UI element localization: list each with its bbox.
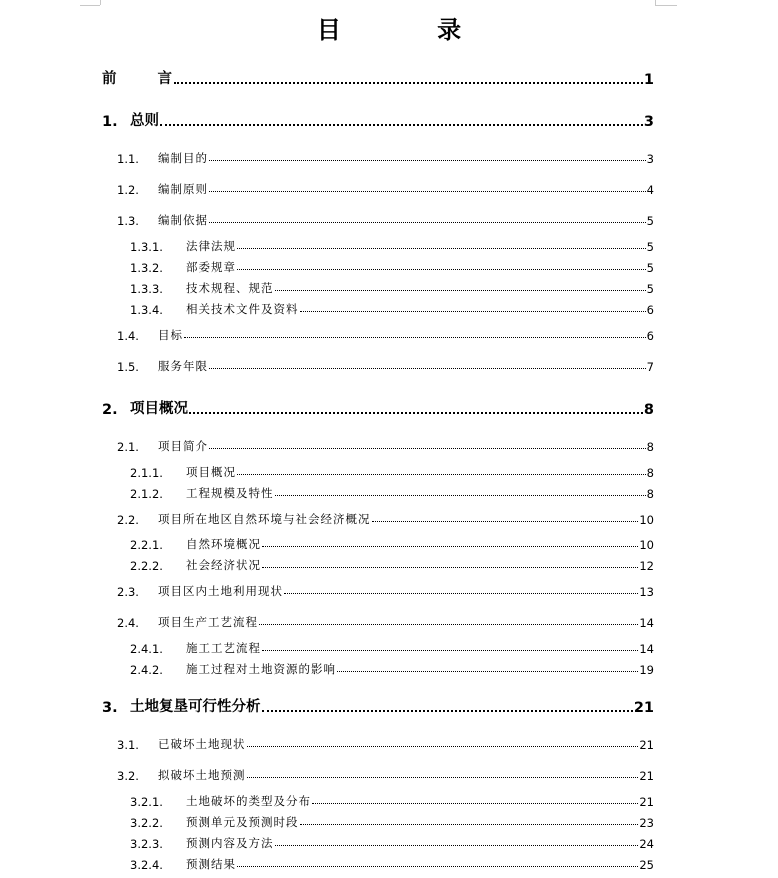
toc-entry-page: 10 <box>639 538 654 552</box>
toc-entry-number: 1.2. <box>117 183 139 197</box>
toc-entry[interactable] <box>102 398 654 418</box>
toc-entry-number: 2.4.2. <box>130 663 163 677</box>
toc-entry[interactable] <box>117 579 654 599</box>
toc-entry-number: 3.2. <box>117 769 139 783</box>
crop-mark <box>655 5 677 6</box>
toc-entry-page: 8 <box>646 440 654 454</box>
toc-entry-title: 相关技术文件及资料 <box>186 302 299 316</box>
dot-leader <box>312 803 638 804</box>
dot-leader <box>209 448 646 449</box>
dot-leader <box>262 650 638 651</box>
dot-leader <box>275 495 646 496</box>
toc-entry[interactable] <box>117 610 654 630</box>
toc-entry-title: 项目简介 <box>158 439 208 453</box>
toc-entry-title: 总则 <box>130 113 159 129</box>
toc-entry-page: 12 <box>639 559 654 573</box>
dot-leader <box>247 777 639 778</box>
toc-entry-page: 10 <box>639 513 654 527</box>
toc-entry-title: 拟破坏土地预测 <box>158 768 246 782</box>
toc-entry-number: 2. <box>102 402 118 418</box>
toc-entry-page: 21 <box>639 795 654 809</box>
toc-entry-page: 19 <box>639 663 654 677</box>
dot-leader <box>209 222 646 223</box>
toc-entry-number: 2.1.2. <box>130 487 163 501</box>
toc-entry-title: 预测结果 <box>186 857 236 871</box>
toc-entry-title: 编制目的 <box>158 151 208 165</box>
toc-entry-number: 2.4.1. <box>130 642 163 656</box>
toc-entry[interactable] <box>130 831 654 851</box>
toc-entry-page: 8 <box>643 402 654 418</box>
toc-entry[interactable] <box>130 255 654 275</box>
toc-entry-page: 21 <box>639 769 654 783</box>
toc-entry[interactable] <box>130 276 654 296</box>
toc-entry-title: 预测单元及预测时段 <box>186 815 299 829</box>
toc-entry[interactable] <box>102 110 654 130</box>
dot-leader <box>209 160 646 161</box>
toc-entry[interactable] <box>130 532 654 552</box>
toc-entry-number: 3.2.1. <box>130 795 163 809</box>
toc-entry-number: 3. <box>102 700 118 716</box>
dot-leader <box>237 866 638 867</box>
toc-entry-title: 项目所在地区自然环境与社会经济概况 <box>158 512 371 526</box>
toc-entry-title: 自然环境概况 <box>186 537 261 551</box>
toc-entry-page: 8 <box>646 466 654 480</box>
toc-entry[interactable] <box>130 852 654 872</box>
toc-entry-title: 施工工艺流程 <box>186 641 261 655</box>
crop-mark <box>100 0 101 5</box>
toc-entry[interactable] <box>117 354 654 374</box>
toc-entry-title: 施工过程对土地资源的影响 <box>186 662 336 676</box>
toc-entry-page: 5 <box>646 282 654 296</box>
toc-entry-page: 13 <box>639 585 654 599</box>
toc-entry-title: 项目概况 <box>186 465 236 479</box>
dot-leader <box>275 290 646 291</box>
toc-entry[interactable] <box>117 146 654 166</box>
dot-leader <box>209 191 646 192</box>
dot-leader <box>284 593 638 594</box>
toc-entry-number: 2.2. <box>117 513 139 527</box>
dot-leader <box>262 546 638 547</box>
toc-entry[interactable] <box>117 763 654 783</box>
toc-entry-page: 8 <box>646 487 654 501</box>
toc-entry[interactable] <box>117 732 654 752</box>
toc-entry[interactable] <box>130 636 654 656</box>
toc-entry-page: 3 <box>646 152 654 166</box>
toc-entry-page: 23 <box>639 816 654 830</box>
toc-entry-number: 3.1. <box>117 738 139 752</box>
toc-entry-title: 法律法规 <box>186 239 236 253</box>
dot-leader <box>174 82 643 84</box>
toc-entry[interactable] <box>117 323 654 343</box>
dot-leader <box>237 474 646 475</box>
toc-entry[interactable] <box>130 810 654 830</box>
dot-leader <box>259 624 638 625</box>
toc-entry-page: 1 <box>643 72 654 88</box>
toc-entry-page: 21 <box>633 700 654 716</box>
toc-entry[interactable] <box>117 507 654 527</box>
toc-entry-number: 1.3.1. <box>130 240 163 254</box>
dot-leader <box>300 824 639 825</box>
toc-entry-title: 工程规模及特性 <box>186 486 274 500</box>
toc-entry-title: 前 言 <box>102 71 191 87</box>
toc-entry-page: 5 <box>646 214 654 228</box>
dot-leader <box>209 368 646 369</box>
toc-entry-number: 1. <box>102 114 118 130</box>
toc-entry-number: 1.3. <box>117 214 139 228</box>
dot-leader <box>372 521 639 522</box>
toc-entry-title: 目标 <box>158 328 183 342</box>
toc-entry-page: 5 <box>646 240 654 254</box>
dot-leader <box>184 337 646 338</box>
toc-entry-number: 1.5. <box>117 360 139 374</box>
toc-entry-number: 3.2.3. <box>130 837 163 851</box>
toc-entry-number: 2.1.1. <box>130 466 163 480</box>
toc-entry-page: 14 <box>639 642 654 656</box>
dot-leader <box>262 710 633 712</box>
dot-leader <box>189 412 643 414</box>
dot-leader <box>160 124 643 126</box>
toc-entry[interactable] <box>130 297 654 317</box>
toc-entry-title: 技术规程、规范 <box>186 281 274 295</box>
toc-entry-number: 1.1. <box>117 152 139 166</box>
dot-leader <box>262 567 638 568</box>
toc-entry-title: 预测内容及方法 <box>186 836 274 850</box>
toc-entry-number: 2.1. <box>117 440 139 454</box>
crop-mark <box>655 0 656 5</box>
toc-entry-number: 1.3.2. <box>130 261 163 275</box>
toc-entry-title: 土地复垦可行性分析 <box>130 699 261 715</box>
toc-entry-title: 服务年限 <box>158 359 208 373</box>
dot-leader <box>247 746 639 747</box>
toc-entry-title: 项目区内土地利用现状 <box>158 584 283 598</box>
toc-entry-title: 编制依据 <box>158 213 208 227</box>
toc-entry[interactable] <box>102 696 654 716</box>
toc-entry-title: 部委规章 <box>186 260 236 274</box>
dot-leader <box>300 311 646 312</box>
toc-entry[interactable] <box>102 68 654 88</box>
dot-leader <box>237 248 646 249</box>
toc-entry[interactable] <box>130 234 654 254</box>
toc-entry[interactable] <box>130 553 654 573</box>
dot-leader <box>275 845 639 846</box>
toc-entry-title: 项目生产工艺流程 <box>158 615 258 629</box>
toc-entry-page: 4 <box>646 183 654 197</box>
toc-entry-page: 6 <box>646 329 654 343</box>
toc-entry-title: 编制原则 <box>158 182 208 196</box>
toc-entry-page: 25 <box>639 858 654 872</box>
toc-entry-title: 已破坏土地现状 <box>158 737 246 751</box>
toc-entry[interactable] <box>130 481 654 501</box>
toc-entry-page: 21 <box>639 738 654 752</box>
toc-entry-number: 1.3.3. <box>130 282 163 296</box>
toc-entry-number: 1.4. <box>117 329 139 343</box>
toc-entry-title: 土地破坏的类型及分布 <box>186 794 311 808</box>
toc-entry-page: 24 <box>639 837 654 851</box>
toc-entry-number: 1.3.4. <box>130 303 163 317</box>
toc-title: 目 录 <box>316 15 506 44</box>
toc-entry[interactable] <box>117 208 654 228</box>
toc-entry-page: 6 <box>646 303 654 317</box>
dot-leader <box>337 671 638 672</box>
toc-entry-page: 7 <box>646 360 654 374</box>
toc-entry[interactable] <box>130 460 654 480</box>
toc-entry[interactable] <box>117 177 654 197</box>
toc-entry-page: 3 <box>643 114 654 130</box>
toc-entry[interactable] <box>130 789 654 809</box>
toc-entry-title: 项目概况 <box>130 401 188 417</box>
crop-mark <box>80 5 100 6</box>
toc-entry-number: 2.3. <box>117 585 139 599</box>
toc-entry-page: 14 <box>639 616 654 630</box>
toc-entry-page: 5 <box>646 261 654 275</box>
toc-entry-number: 3.2.2. <box>130 816 163 830</box>
toc-entry[interactable] <box>130 657 654 677</box>
dot-leader <box>237 269 646 270</box>
toc-entry-number: 2.4. <box>117 616 139 630</box>
toc-entry-number: 2.2.1. <box>130 538 163 552</box>
toc-entry-title: 社会经济状况 <box>186 558 261 572</box>
toc-entry[interactable] <box>117 434 654 454</box>
toc-entry-number: 3.2.4. <box>130 858 163 872</box>
toc-entry-number: 2.2.2. <box>130 559 163 573</box>
